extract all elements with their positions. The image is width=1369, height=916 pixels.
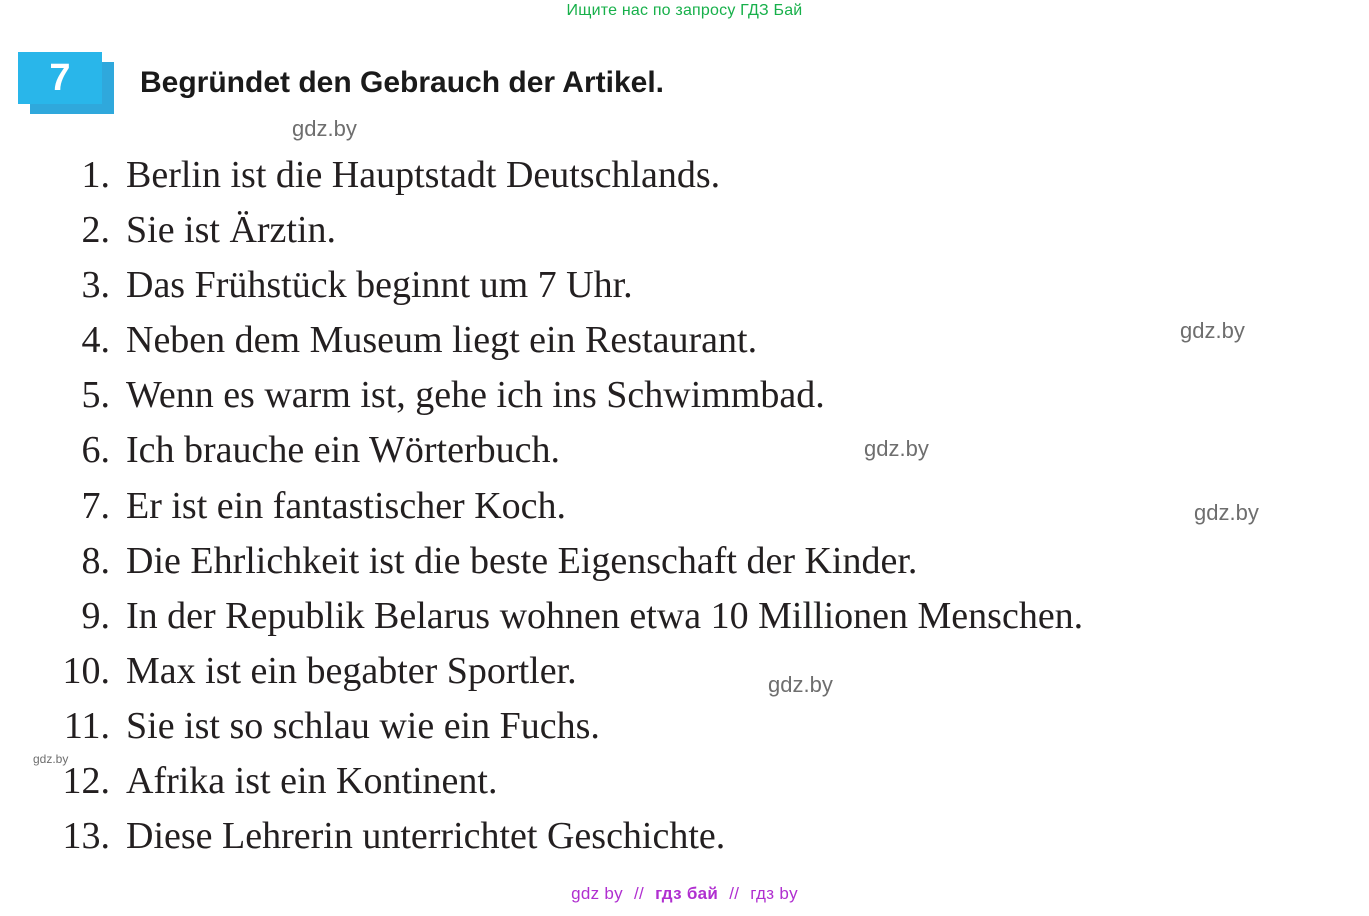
watermark: gdz.by [1194,500,1259,525]
list-item-number: 9. [81,594,110,637]
watermark: gdz.by [864,436,929,461]
task-list [24,148,1354,864]
list-item-number: 12. [62,760,110,803]
exercise-title: Begründet den Gebrauch der Artikel. [140,66,664,99]
list-item-number: 3. [81,264,110,307]
list-item-text: Max ist ein begabter Sportler. [126,649,577,692]
list-item-number: 6. [81,429,110,472]
list-item [24,258,1354,313]
list-item-text: Das Frühstück beginnt um 7 Uhr. [126,264,633,307]
list-item-text: Sie ist so schlau wie ein Fuchs. [126,704,600,747]
list-item [24,423,1354,478]
footer-left: gdz by [571,884,623,903]
list-item-text: Diese Lehrerin unterrichtet Geschichte. [126,815,726,858]
footer-separator: // [729,884,740,903]
exercise-header [18,52,664,114]
footer-separator: // [633,884,645,903]
exercise-number: 7 [49,57,71,99]
list-item-text: Berlin ist die Hauptstadt Deutschlands. [126,154,721,196]
list-item-text: Die Ehrlichkeit ist die beste Eigenschaft der Kinder. [126,539,918,582]
list-item [24,203,1354,258]
footer-mid: гдз бай [655,884,719,903]
footer-right: гдз by [750,884,798,903]
watermark: gdz.by [33,752,69,766]
top-watermark-banner: Ищите нас по запросу ГДЗ Бай [566,2,803,19]
list-item-number: 8. [81,539,110,582]
list-item-number: 10. [62,649,110,692]
footer-watermark [0,884,1369,904]
list-item [24,754,1354,809]
list-item-text: Wenn es warm ist, gehe ich ins Schwimmbad. [126,374,825,417]
list-item [24,148,1354,203]
list-item-text: Afrika ist ein Kontinent. [126,760,498,803]
list-item-number: 1. [81,154,110,196]
list-item-number: 7. [81,484,110,527]
exercise-number-badge [18,52,114,114]
list-item-number: 13. [62,815,110,858]
watermark: gdz.by [768,672,833,697]
watermark: gdz.by [1180,318,1245,343]
list-item-text: Neben dem Museum liegt ein Restaurant. [126,319,758,362]
list-item-number: 5. [81,374,110,417]
watermark: gdz.by [292,116,357,141]
list-item [24,534,1354,589]
list-item-number: 4. [81,319,110,362]
list-item [24,589,1354,644]
list-item [24,644,1354,699]
list-item [24,809,1354,864]
list-item [24,313,1354,368]
badge-front [18,52,102,104]
list-item-number: 2. [81,209,110,252]
list-item-text: Ich brauche ein Wörterbuch. [126,429,560,472]
list-item-text: In der Republik Belarus wohnen etwa 10 Millionen Menschen. [126,594,1084,637]
list-item-text: Er ist ein fantastischer Koch. [126,484,567,527]
list-item [24,368,1354,423]
list-item [24,479,1354,534]
list-item-text: Sie ist Ärztin. [126,209,337,252]
list-item-number: 11. [63,704,110,747]
list-item [24,699,1354,754]
